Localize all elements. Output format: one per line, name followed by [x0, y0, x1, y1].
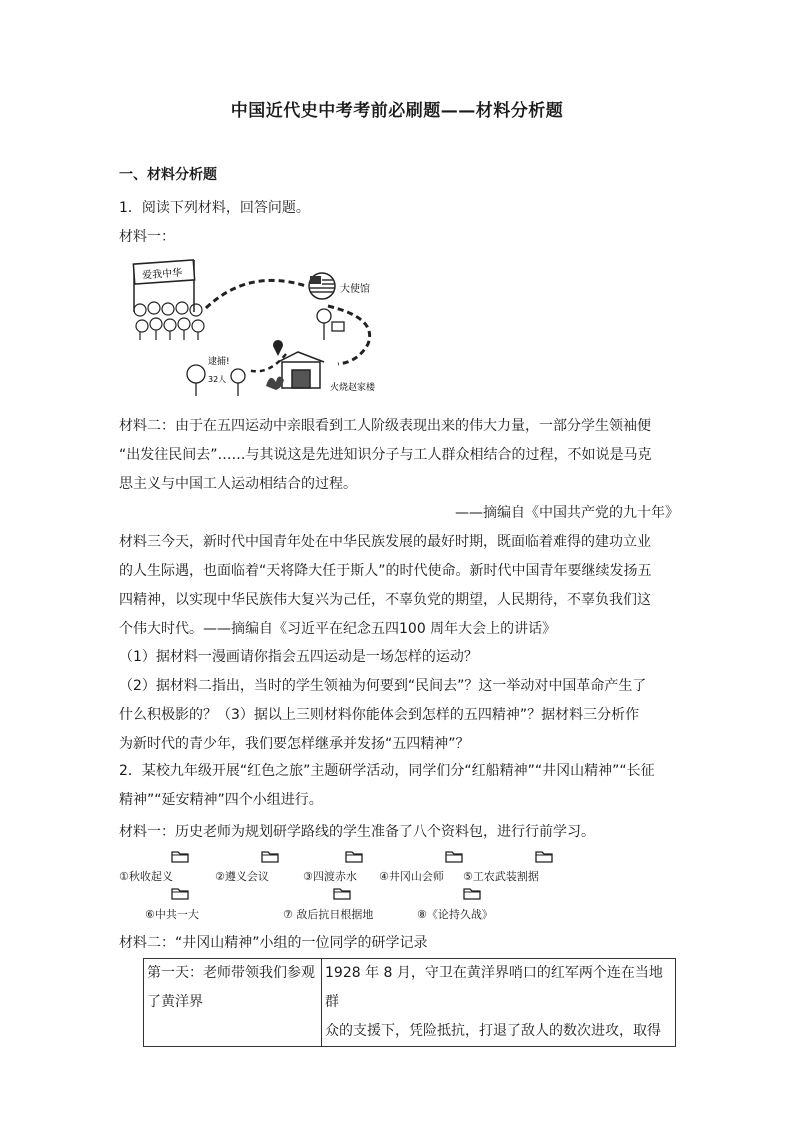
text-line: 1928 年 8 月，守卫在黄洋界哨口的红军两个连在当地群 — [325, 965, 663, 1010]
text-line: 思主义与中国工人运动相结合的过程。 — [119, 476, 357, 492]
may-fourth-cartoon — [128, 258, 398, 400]
question-line: 为新时代的青少年，我们要怎样继承并发扬“五四精神”？ — [119, 736, 470, 752]
section-heading: 一、材料分析题 — [119, 167, 217, 183]
study-record-table — [143, 958, 676, 1047]
folder-icon[interactable] — [463, 886, 481, 900]
folder-icon[interactable] — [171, 886, 189, 900]
route-arrow-1 — [206, 280, 306, 308]
folder-item[interactable]: ②遵义会议 — [215, 870, 269, 883]
question-line: 什么积极影的？（3）据以上三则材料你能体会到怎样的五四精神”？据材料三分析作 — [119, 707, 640, 723]
table-cell-right — [322, 959, 676, 1047]
route-arrow-3 — [248, 354, 286, 371]
text-line: 材料三今天，新时代中国青年处在中华民族发展的最好时期，既面临着难得的建功立业 — [119, 534, 651, 550]
folder-icon[interactable] — [261, 849, 279, 863]
folder-item[interactable]: ③四渡赤水 — [303, 870, 357, 883]
q2-intro — [119, 757, 679, 815]
folder-item[interactable]: ⑧《论持久战》 — [417, 908, 493, 921]
text-line: 材料二：由于在五四运动中亲眼看到工人阶级表现出来的伟大力量，一部分学生领袖便 — [119, 418, 651, 434]
q1-material3 — [119, 528, 679, 644]
folder-icon[interactable] — [445, 849, 463, 863]
question-line: （2）据材料二指出，当时的学生领袖为何要到“民间去”？这一举动对中国革命产生了 — [119, 678, 647, 694]
number-text: 32人 — [208, 375, 227, 384]
q1-intro: 1．阅读下列材料，回答问题。 — [119, 200, 310, 216]
folder-item[interactable]: ⑦ 敌后抗日根据地 — [283, 908, 374, 921]
folder-item[interactable]: ①秋收起义 — [119, 870, 173, 883]
text-line: “出发往民间去”……与其说这是先进知识分子与工人群众相结合的过程，不如说是马克 — [119, 447, 652, 463]
text-line: 众的支援下，凭险抵抗，打退了敌人的数次进攻，取得 — [325, 1023, 661, 1039]
page-title: 中国近代史中考考前必刷题——材料分析题 — [230, 101, 564, 121]
burn-text: 火烧赵家楼 — [330, 383, 376, 393]
q1-material2 — [119, 412, 679, 499]
location-pin-icon — [273, 340, 283, 356]
folder-icon[interactable] — [345, 849, 363, 863]
text-line: 2．某校九年级开展“红色之旅”主题研学活动，同学们分“红船精神”“井冈山精神”“长征 — [119, 763, 655, 779]
q1-material2-source: ——摘编自《中国共产党的九十年》 — [455, 505, 679, 521]
arrest-text: 逮捕! — [208, 357, 230, 367]
q1-material1-label: 材料一： — [119, 229, 175, 245]
q1-questions — [119, 643, 679, 759]
banner-text: 爱我中华 — [141, 267, 183, 282]
route-arrow-2 — [328, 306, 370, 364]
text-line: 的人生际遇，也面临着“天将降大任于斯人”的时代使命。新时代中国青年要继续发扬五 — [119, 563, 652, 579]
folder-icon[interactable] — [171, 849, 189, 863]
text-line: 个伟大时代。——摘编自《习近平在纪念五四100 周年大会上的讲话》 — [119, 621, 557, 637]
embassy-text: 大使馆 — [340, 284, 370, 295]
q2-material2: 材料二：“井冈山精神”小组的一位同学的研学记录 — [119, 935, 428, 951]
text-line: 第一天：老师带领我们参观 — [147, 965, 315, 981]
q2-material1: 材料一：历史老师为规划研学路线的学生准备了八个资料包，进行行前学习。 — [119, 824, 595, 840]
text-line: 四精神，以实现中华民族伟大复兴为己任，不辜负党的期望，人民期待，不辜负我们这 — [119, 592, 651, 608]
table-row — [144, 959, 676, 1047]
folder-icon[interactable] — [535, 849, 553, 863]
folder-item[interactable]: ⑥中共一大 — [145, 908, 199, 921]
folder-icon[interactable] — [333, 886, 351, 900]
table-cell-left — [144, 959, 322, 1047]
text-line: 精神”“延安精神”四个小组进行。 — [119, 792, 323, 808]
text-line: 了黄洋界 — [147, 994, 203, 1010]
resource-folders — [115, 846, 565, 924]
question-line: （1）据材料一漫画请你指会五四运动是一场怎样的运动？ — [119, 649, 478, 665]
folder-item[interactable]: ⑤工农武装割据 — [463, 870, 539, 883]
zhaojialou-building — [278, 352, 324, 388]
folder-item[interactable]: ④井冈山会师 — [379, 870, 444, 883]
